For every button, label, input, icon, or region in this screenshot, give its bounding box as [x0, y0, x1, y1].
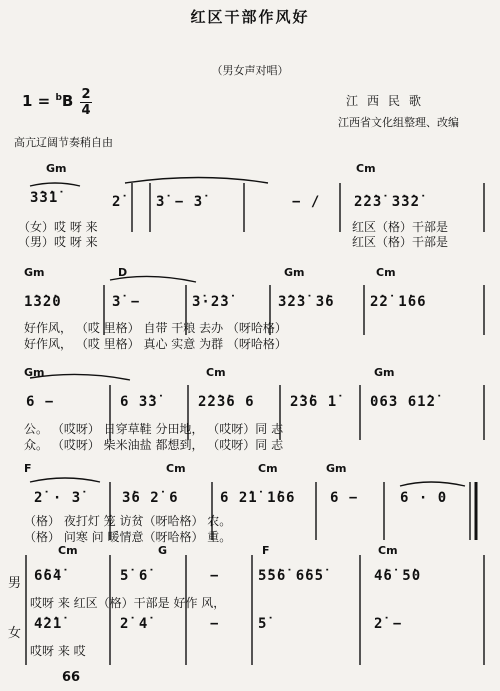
notes-s1-3: − /: [292, 194, 321, 210]
notes-s2-4: 2̇2̇ 1̇66: [370, 294, 427, 310]
notes-s4-3: 6 −: [330, 490, 359, 506]
notes-s1-1: 2̇: [112, 194, 122, 210]
page-number: 66: [62, 670, 81, 685]
key-prefix: 1 =: [22, 92, 56, 110]
chord-s1-0: Gm: [46, 162, 67, 175]
lyrics-s4-male: （格） 问寒 问 暖情意（呀哈格） 重。: [24, 530, 232, 544]
notes-s5-male-3: 5̇5̇6̇ 6̇6̇5̇: [258, 568, 325, 584]
notes-s2-3: 3̇2̇3̇ 3̇6: [278, 294, 335, 310]
chord-s3-1: Cm: [206, 366, 226, 379]
chord-s3-2: Gm: [374, 366, 395, 379]
lyrics-s2-male: 好作风， （哎 里格） 真心 实意 为群 （呀哈格）: [24, 337, 287, 351]
lyrics-s2-female: 好作风， （哎 里格） 自带 干粮 去办 （呀哈格）: [24, 321, 287, 335]
notes-s4-2: 6 2̇1̇ 1̇66: [220, 490, 296, 506]
chord-s5-0: Cm: [58, 544, 78, 557]
chord-s2-2: Gm: [284, 266, 305, 279]
notes-s5-male-4: 4̇6̇ 5̇0: [374, 568, 422, 584]
notes-s5-female-1: 2̇ 4̇: [120, 616, 149, 632]
meter-bottom: 4: [81, 103, 91, 118]
meter-top: 2: [81, 87, 91, 102]
notes-s3-3: 2̇3̇6 1̇: [290, 394, 338, 410]
notes-s4-1: 3̇6 2̇ 6: [122, 490, 179, 506]
notes-s3-2: 2̇2̇3̇6 6: [198, 394, 255, 410]
notes-s5-male-1: 5̇ 6̇: [120, 568, 149, 584]
lyrics-s1-male: （男）哎 呀 来: [18, 235, 98, 249]
lyrics-s5-female: 哎呀 来 哎: [30, 644, 86, 658]
notes-s5-female-0: 4̇2̇1̇: [34, 616, 63, 632]
notes-s2-0: 1̇3̇2̇0: [24, 294, 62, 310]
chord-s4-1: Cm: [166, 462, 186, 475]
chord-s4-3: Gm: [326, 462, 347, 475]
lyrics-s4-female: （格） 夜打灯 笼 访贫（呀哈格） 农。: [24, 514, 232, 528]
chord-s1-1: Cm: [356, 162, 376, 175]
notes-s5-male-2: −: [210, 568, 220, 584]
lyrics-s3-male: 众。 （哎呀） 柴米油盐 都想到， （哎呀）同 志: [24, 438, 284, 452]
notes-s3-4: 063 61̇2̇: [370, 394, 437, 410]
notes-s5-female-4: 2̇ −: [374, 616, 403, 632]
chord-s4-2: Cm: [258, 462, 278, 475]
tempo-marking: 高亢辽阔节奏稍自由: [14, 136, 113, 149]
lyrics-s1-female: （女）哎 呀 来: [18, 220, 98, 234]
chord-s2-1: D: [118, 266, 128, 279]
notes-s1-4: 2̇2̇3̇ 3̇3̇2̇: [354, 194, 421, 210]
lyrics-s1-right-female: 红区（格）干部是: [352, 220, 449, 234]
chord-s3-0: Gm: [24, 366, 45, 379]
chord-s5-3: Cm: [378, 544, 398, 557]
notes-s5-female-3: 5̇: [258, 616, 268, 632]
page-title: 红区干部作风好: [190, 8, 310, 26]
chord-s5-1: G: [158, 544, 168, 557]
notes-s1-0: 3̇3̇1̇: [30, 190, 59, 206]
notes-s2-2: 3̇·2̇3̇: [192, 294, 230, 310]
notes-s4-4: 6 · 0: [400, 490, 448, 506]
notes-s5-male-0: 6̇6̇4̇: [34, 568, 63, 584]
notes-s4-0: 2̇ · 3̇: [34, 490, 82, 506]
notes-s3-1: 6 3̇3̇: [120, 394, 158, 410]
voice-label-male: 男: [8, 576, 22, 591]
lyrics-s3-female: 公。 （哎呀） 日穿草鞋 分田地， （哎呀）同 志: [24, 422, 284, 436]
chord-s2-0: Gm: [24, 266, 45, 279]
origin-label: 江西民歌: [346, 94, 431, 108]
arranger-label: 江西省文化组整理、改编: [338, 116, 459, 129]
key-flat: b: [55, 93, 62, 103]
notes-s1-2: 3̇ − 3̇: [156, 194, 204, 210]
chord-s4-0: F: [24, 462, 32, 475]
lyrics-s5-male: 哎呀 来 红区（格）干部是 好作 风，: [30, 596, 226, 610]
notes-s2-1: 3̇ −: [112, 294, 141, 310]
key-note: B: [61, 92, 74, 110]
notes-s3-0: 6 −: [26, 394, 55, 410]
voice-label-female: 女: [8, 626, 22, 641]
chord-s2-3: Cm: [376, 266, 396, 279]
chord-s5-2: F: [262, 544, 270, 557]
lyrics-s1-right-male: 红区（格）干部是: [352, 235, 449, 249]
subtitle: （男女声对唱）: [211, 64, 289, 77]
notes-s5-female-2: −: [210, 616, 220, 632]
